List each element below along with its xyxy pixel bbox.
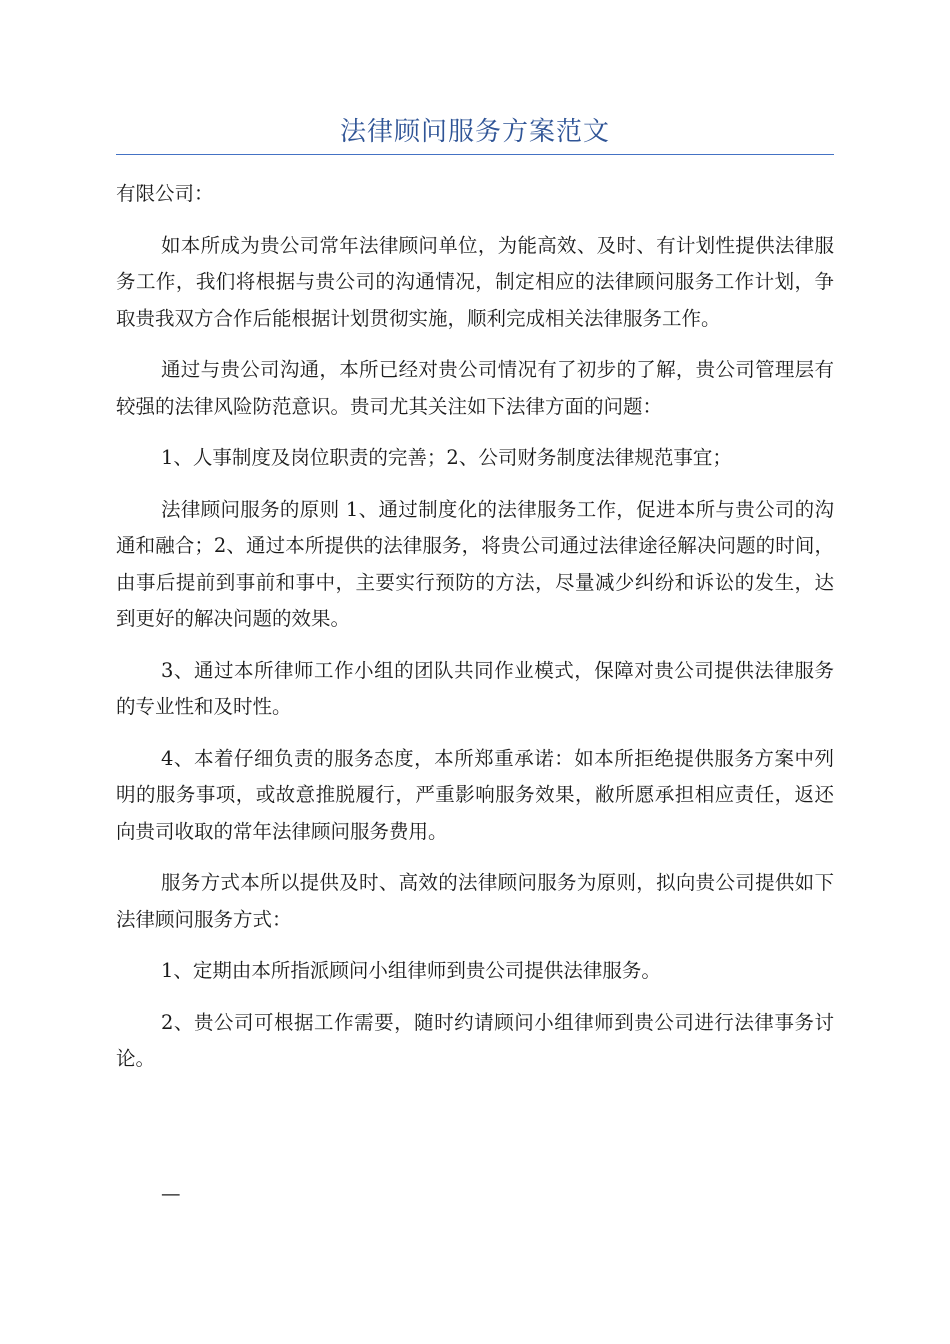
- paragraph: 1、定期由本所指派顾问小组律师到贵公司提供法律服务。: [161, 959, 661, 982]
- paragraph: 法律顾问服务的原则 1、通过制度化的法律服务工作，促进本所与贵公司的沟通和融合；2、通过本所提供的法律服务，将贵公司通过法律途径解决问题的时间，由事后提前到事前和事中，主要实行预防的方法，尽量减少纠纷和诉讼的发生，达到更好的解决问题的效果。: [116, 497, 834, 630]
- paragraph: 3、通过本所律师工作小组的团队共同作业模式，保障对贵公司提供法律服务的专业性和及时性。: [116, 658, 834, 718]
- paragraph: 4、本着仔细负责的服务态度，本所郑重承诺：如本所拒绝提供服务方案中列明的服务事项，或故意推脱履行，严重影响服务效果，敝所愿承担相应责任，返还向贵司收取的常年法律顾问服务费用。: [116, 746, 834, 843]
- paragraph: 服务方式本所以提供及时、高效的法律顾问服务为原则，拟向贵公司提供如下法律顾问服务方式：: [116, 871, 834, 931]
- paragraph: 通过与贵公司沟通，本所已经对贵公司情况有了初步的了解，贵公司管理层有较强的法律风险防范意识。贵司尤其关注如下法律方面的问题：: [116, 358, 834, 418]
- title-underline: [116, 154, 834, 155]
- paragraph: 1、人事制度及岗位职责的完善；2、公司财务制度法律规范事宜；: [161, 446, 732, 469]
- document-title: 法律顾问服务方案范文: [339, 117, 610, 147]
- trailing-mark: —: [161, 1182, 181, 1205]
- salutation: 有限公司：: [116, 182, 214, 205]
- paragraph: 如本所成为贵公司常年法律顾问单位，为能高效、及时、有计划性提供法律服务工作，我们将根据与贵公司的沟通情况，制定相应的法律顾问服务工作计划，争取贵我双方合作后能根据计划贯彻实施，顺利完成相关法律服务工作。: [116, 233, 834, 330]
- paragraph: 2、贵公司可根据工作需要，随时约请顾问小组律师到贵公司进行法律事务讨论。: [116, 1010, 834, 1070]
- document-body: [116, 176, 834, 1093]
